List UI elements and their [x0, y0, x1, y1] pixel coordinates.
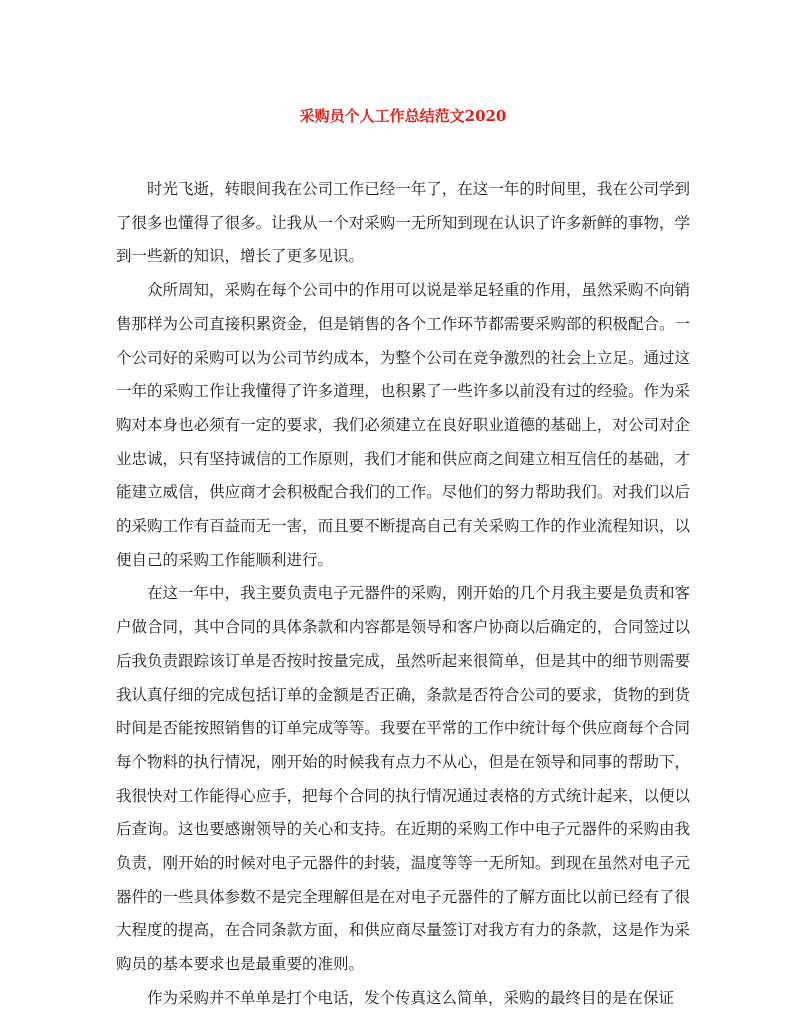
paragraph-3: 在这一年中，我主要负责电子元器件的采购，刚开始的几个月我主要是负责和客户做合同，其中合同的具体条款和内容都是领导和客户协商以后确定的，合同签过以后我负责跟踪该订单是否按时按量完成，虽然听起来很简单，但是其中的细节则需要我认真仔细的完成包括订单的金额是否正确，条款是否符合公司的要求，货物的到货时间是否能按照销售的订单完成等等。我要在平常的工作中统计每个供应商每个合同每个物料的执行情况，刚开始的时候我有点力不从心，但是在领导和同事的帮助下，我很快对工作能得心应手，把每个合同的执行情况通过表格的方式统计起来，以便以后查询。这也要感谢领导的关心和支持。在近期的采购工作中电子元器件的采购由我负责，刚开始的时候对电子元器件的封装，温度等等一无所知。到现在虽然对电子元器件的一些具体参数不是完全理解但是在对电子元器件的了解方面比以前已经有了很大程度的提高，在合同条款方面，和供应商尽量签订对我方有力的条款，这是作为采购员的基本要求也是最重要的准则。 [116, 584, 690, 974]
paragraph-4: 作为采购并不单单是打个电话，发个传真这么简单，采购的最终目的是在保证 [147, 988, 675, 1007]
paragraph-1: 时光飞逝，转眼间我在公司工作已经一年了，在这一年的时间里，我在公司学到了很多也懂得了很多。让我从一个对采购一无所知到现在认识了许多新鲜的事物，学到一些新的知识，增长了更多见识。 [116, 180, 690, 266]
paragraph-2: 众所周知，采购在每个公司中的作用可以说是举足轻重的作用，虽然采购不向销售那样为公司直接积累资金，但是销售的各个工作环节都需要采购部的积极配合。一个公司好的采购可以为公司节约成本，为整个公司在竞争激烈的社会上立足。通过这一年的采购工作让我懂得了许多道理，也积累了一些许多以前没有过的经验。作为采购对本身也必须有一定的要求，我们必须建立在良好职业道德的基础上，对公司对企业忠诚，只有坚持诚信的工作原则，我们才能和供应商之间建立相互信任的基础，才能建立威信，供应商才会积极配合我们的工作。尽他们的努力帮助我们。对我们以后的采购工作有百益而无一害，而且要不断提高自己有关采购工作的作业流程知识，以便自己的采购工作能顺利进行。 [116, 281, 690, 569]
document-title: 采购员个人工作总结范文2020 [299, 107, 507, 125]
